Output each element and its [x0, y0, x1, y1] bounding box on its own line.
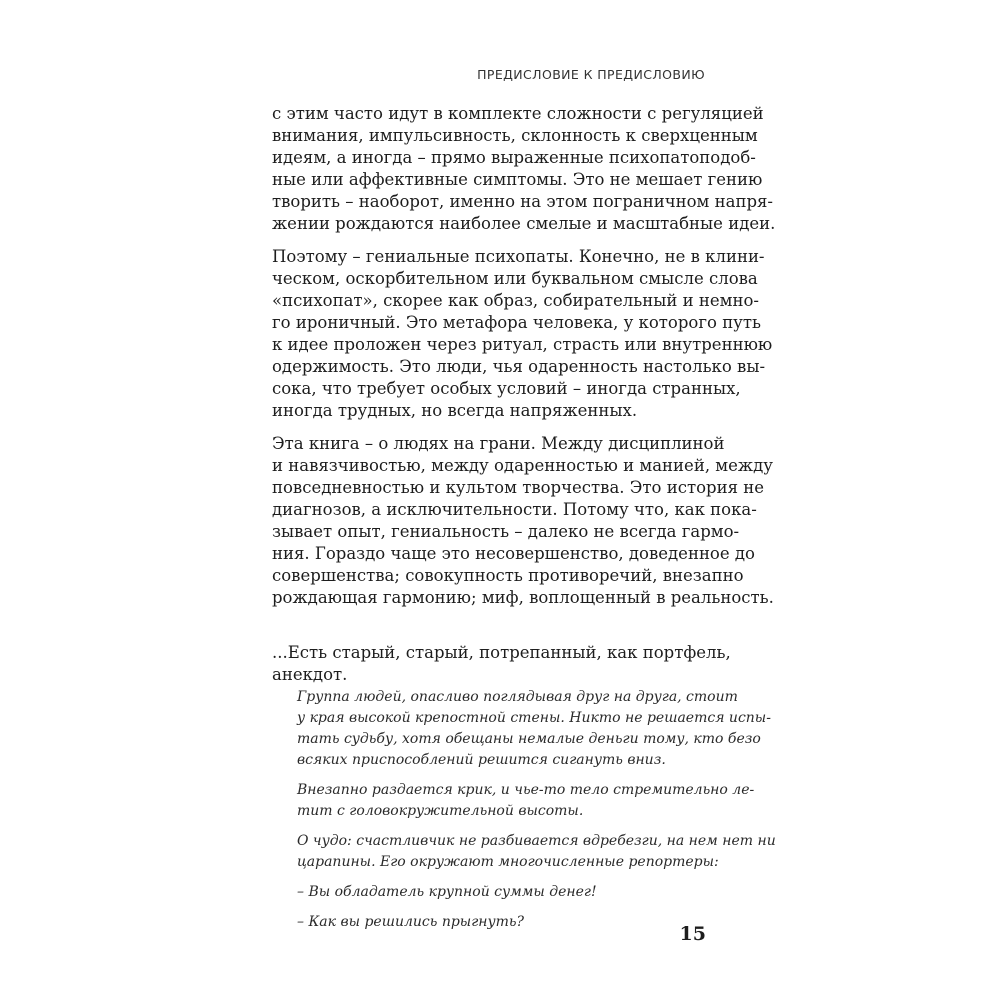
quote-line: у края высокой крепостной стены. Никто не решается испы- — [297, 710, 771, 726]
running-header: ПРЕДИСЛОВИЕ К ПРЕДИСЛОВИЮ — [477, 67, 705, 82]
quote-paragraph — [297, 780, 755, 822]
quote-block — [297, 687, 776, 942]
text-line: Поэтому – гениальные психопаты. Конечно, не в клини- — [272, 247, 765, 266]
quote-paragraph — [297, 687, 771, 771]
text-line: жении рождаются наиболее смелые и масштабные идеи. — [272, 214, 776, 233]
quote-line: тит с головокружительной высоты. — [297, 803, 584, 819]
text-line: го ироничный. Это метафора человека, у которого путь — [272, 313, 762, 332]
text-line: внимания, импульсивность, склонность к сверхценным — [272, 126, 758, 145]
quote-line: – Вы обладатель крупной суммы денег! — [297, 884, 597, 900]
text-line: сока, что требует особых условий – иногда странных, — [272, 379, 741, 398]
page-number: 15 — [679, 923, 706, 945]
quote-line: О чудо: счастливчик не разбивается вдребезги, на нем нет ни — [297, 833, 776, 849]
text-line: «психопат», скорее как образ, собирательный и немно- — [272, 291, 759, 310]
text-line: рождающая гармонию; миф, воплощенный в реальность. — [272, 588, 774, 607]
text-line: ческом, оскорбительном или буквальном смысле слова — [272, 269, 758, 288]
text-line: анекдот. — [272, 665, 348, 684]
text-line: диагнозов, а исключительности. Потому что, как пока- — [272, 500, 757, 519]
text-line: Эта книга – о людях на грани. Между дисциплиной — [272, 434, 725, 453]
text-line: ния. Гораздо чаще это несовершенство, доведенное до — [272, 544, 755, 563]
text-line: и навязчивостью, между одаренностью и манией, между — [272, 456, 773, 475]
main-text — [272, 103, 776, 710]
quote-line: Внезапно раздается крик, и чье-то тело стремительно ле- — [297, 782, 755, 798]
paragraph — [272, 433, 774, 609]
paragraph — [272, 642, 731, 686]
quote-line: царапины. Его окружают многочисленные репортеры: — [297, 854, 719, 870]
quote-line: Группа людей, опасливо поглядывая друг на друга, стоит — [297, 689, 738, 705]
text-line: творить – наоборот, именно на этом пограничном напря- — [272, 192, 774, 211]
quote-paragraph — [297, 912, 708, 933]
paragraph — [272, 246, 773, 422]
quote-paragraph — [297, 882, 708, 903]
text-line: с этим часто идут в комплекте сложности с регуляцией — [272, 104, 764, 123]
text-line: зывает опыт, гениальность – далеко не всегда гармо- — [272, 522, 740, 541]
text-line: совершенства; совокупность противоречий, внезапно — [272, 566, 744, 585]
quote-line: всяких приспособлений решится сигануть вниз. — [297, 752, 666, 768]
quote-line: тать судьбу, хотя обещаны немалые деньги тому, кто безо — [297, 731, 761, 747]
text-line: одержимость. Это люди, чья одаренность настолько вы- — [272, 357, 766, 376]
text-line: иногда трудных, но всегда напряженных. — [272, 401, 638, 420]
text-line: идеям, а иногда – прямо выраженные психопатоподоб- — [272, 148, 756, 167]
quote-paragraph — [297, 831, 776, 873]
text-line: ные или аффективные симптомы. Это не мешает гению — [272, 170, 763, 189]
quote-line: – Как вы решились прыгнуть? — [297, 914, 525, 930]
text-line: ...Есть старый, старый, потрепанный, как портфель, — [272, 643, 731, 662]
paragraph — [272, 103, 776, 235]
text-line: к идее проложен через ритуал, страсть или внутреннюю — [272, 335, 773, 354]
text-line: повседневностью и культом творчества. Это история не — [272, 478, 764, 497]
